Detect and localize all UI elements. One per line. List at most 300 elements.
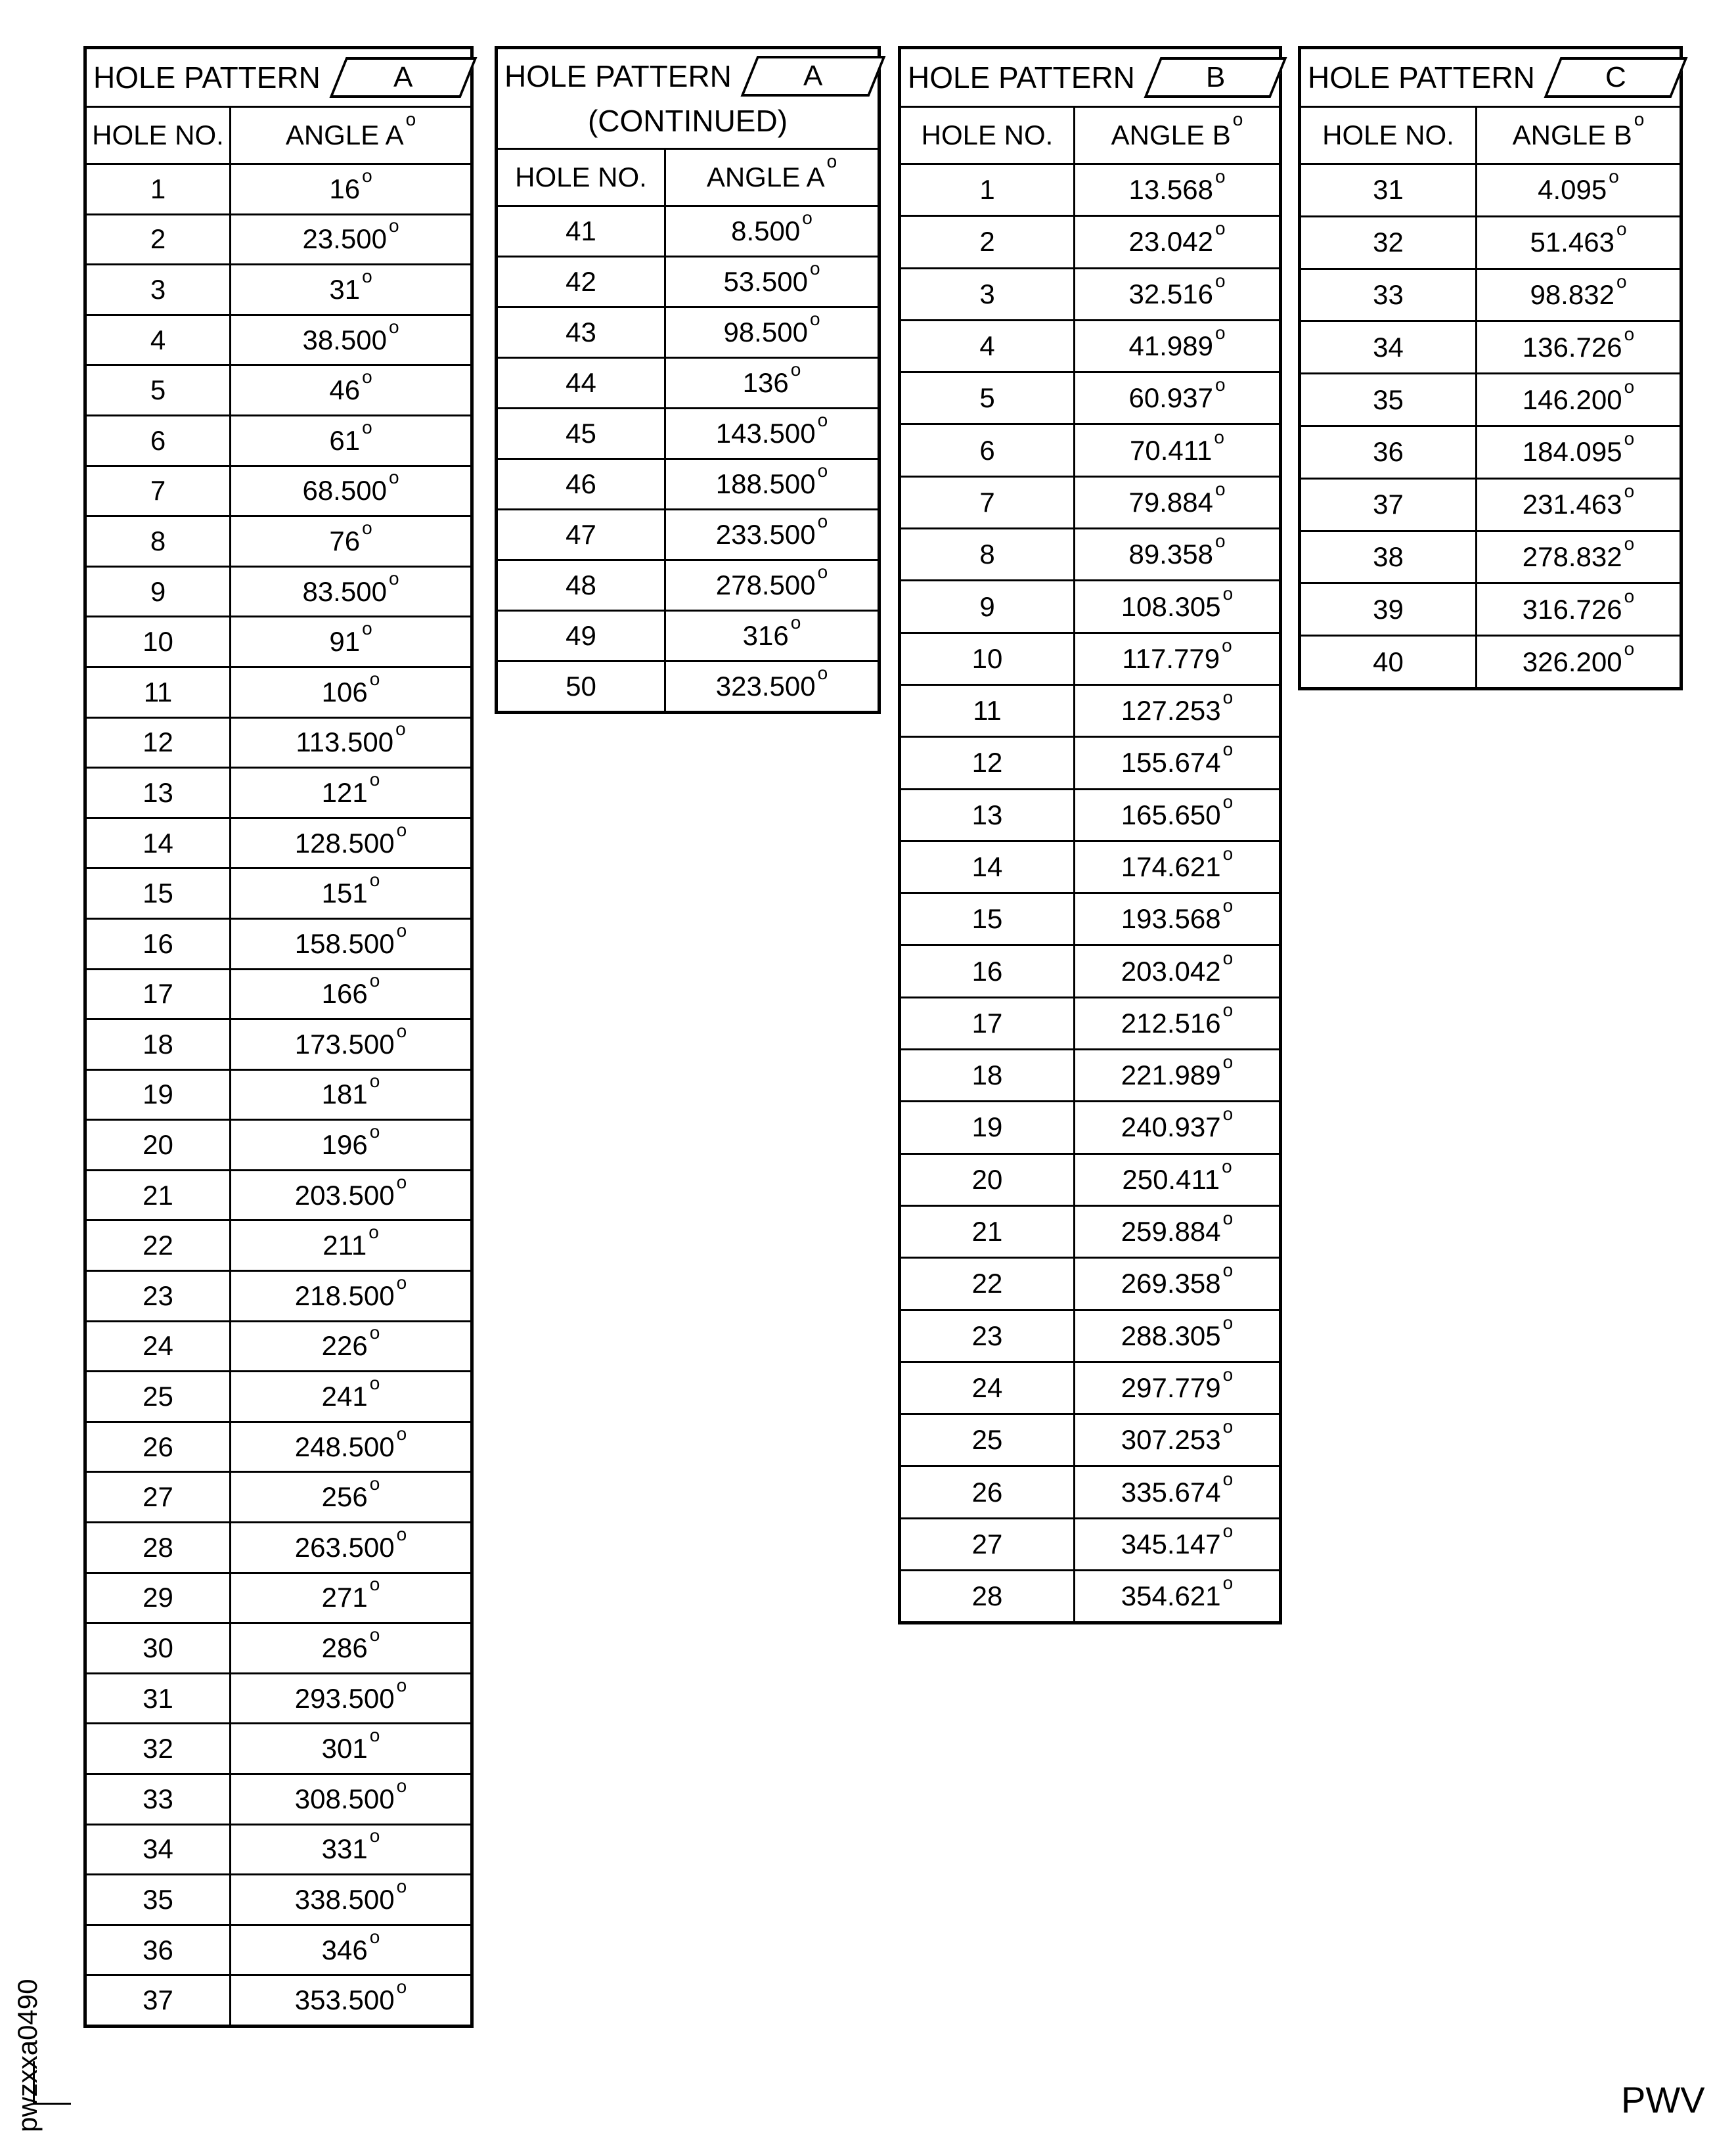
- hole-no-cell: [1301, 374, 1477, 425]
- angle-cell: [231, 1724, 470, 1773]
- table-row: [901, 527, 1279, 579]
- degree-symbol: o: [369, 1574, 380, 1595]
- degree-symbol: o: [1222, 739, 1234, 760]
- angle-cell: [231, 1976, 470, 2025]
- degree-symbol: o: [369, 1473, 380, 1494]
- degree-symbol: o: [1616, 271, 1627, 292]
- table-row: [87, 364, 470, 414]
- degree-symbol: o: [396, 1674, 407, 1695]
- angle-value: 8.500: [731, 215, 801, 246]
- angle-value: 70.411: [1130, 434, 1213, 466]
- table-row: [87, 1924, 470, 1975]
- column-header-row: [1301, 106, 1680, 163]
- angle-cell: [1075, 1207, 1279, 1257]
- table-row: [498, 407, 878, 458]
- angle-value: 106: [321, 676, 368, 707]
- hole-no-cell: [1301, 322, 1477, 372]
- angle-value: 108.305: [1121, 591, 1221, 622]
- hole-no-value: 28: [971, 1580, 1003, 1612]
- hole-no-cell: [498, 207, 666, 256]
- angle-cell: [1075, 842, 1279, 892]
- table-row: [901, 997, 1279, 1048]
- hole-no-value: 32: [1373, 227, 1404, 258]
- table-row: [87, 1521, 470, 1572]
- table-row: [87, 918, 470, 968]
- angle-value: 316: [742, 620, 789, 651]
- angle-value: 307.253: [1121, 1424, 1221, 1456]
- hole-no-value: 36: [1373, 436, 1404, 468]
- hole-no-value: 31: [1373, 174, 1404, 206]
- hole-no-value: 46: [566, 468, 596, 499]
- degree-symbol: o: [396, 1977, 407, 1998]
- hole-no-value: 34: [143, 1833, 173, 1865]
- table-row: [1301, 215, 1680, 268]
- angle-cell: [1075, 1571, 1279, 1621]
- hole-no-value: 20: [971, 1163, 1003, 1195]
- hole-no-value: 38: [1373, 541, 1404, 572]
- hole-no-cell: [901, 1519, 1075, 1569]
- table-row: [901, 1517, 1279, 1569]
- hole-no-value: 5: [150, 374, 166, 406]
- degree-symbol: o: [1624, 376, 1635, 397]
- angle-value: 203.042: [1121, 955, 1221, 987]
- hole-no-value: 44: [566, 367, 596, 398]
- angle-value: 53.500: [723, 266, 808, 297]
- angle-value: 165.650: [1121, 799, 1221, 830]
- table-row: [901, 788, 1279, 840]
- angle-value: 31: [329, 273, 361, 305]
- angle-cell: [666, 308, 878, 357]
- hole-no-cell: [901, 1311, 1075, 1361]
- table-row: [901, 1048, 1279, 1100]
- degree-symbol: o: [1624, 638, 1635, 659]
- hole-no-cell: [87, 416, 231, 465]
- hole-no-value: 20: [143, 1129, 173, 1161]
- page-code: PWV: [1621, 2079, 1705, 2120]
- hole-no-cell: [901, 946, 1075, 996]
- hole-no-cell: [1301, 532, 1477, 583]
- hole-no-value: 21: [143, 1179, 173, 1211]
- table-row: [498, 205, 878, 256]
- hole-no-cell: [87, 1423, 231, 1471]
- degree-symbol: o: [817, 410, 828, 430]
- angle-value: 136: [742, 367, 789, 398]
- angle-value: 117.779: [1122, 642, 1220, 674]
- degree-symbol: o: [396, 1171, 407, 1192]
- table-row: [1301, 320, 1680, 372]
- table-row: [901, 371, 1279, 423]
- angle-value: 278.832: [1522, 541, 1622, 572]
- angle-cell: [1075, 1363, 1279, 1413]
- angle-value: 346: [321, 1934, 368, 1965]
- degree-symbol: o: [802, 208, 812, 228]
- flag-note-symbol: [1144, 57, 1287, 98]
- table-row: [87, 566, 470, 616]
- angle-cell: [231, 265, 470, 314]
- hole-no-cell: [901, 478, 1075, 527]
- angle-cell: [1477, 374, 1680, 425]
- hole-no-value: 35: [1373, 384, 1404, 415]
- angle-cell: [231, 1272, 470, 1320]
- angle-cell: [231, 1322, 470, 1371]
- angle-value: 151: [321, 878, 368, 909]
- hole-no-value: 7: [979, 486, 995, 518]
- hole-no-cell: [901, 269, 1075, 319]
- degree-symbol: o: [1214, 478, 1226, 499]
- angle-value: 250.411: [1122, 1163, 1220, 1195]
- angle-cell: [1075, 1415, 1279, 1465]
- degree-symbol: o: [388, 215, 399, 236]
- angle-cell: [1075, 321, 1279, 371]
- degree-symbol: o: [369, 1725, 380, 1746]
- hole-no-value: 16: [143, 928, 173, 959]
- degree-symbol: o: [1624, 428, 1635, 449]
- column-header-row: [498, 148, 878, 205]
- angle-cell: [231, 769, 470, 817]
- table-row: [901, 1569, 1279, 1621]
- angle-value: 143.500: [715, 418, 816, 449]
- table-row: [901, 579, 1279, 631]
- hole-no-cell: [87, 265, 231, 314]
- hole-no-value: 16: [971, 955, 1003, 987]
- table-row: [87, 213, 470, 264]
- angle-cell: [231, 416, 470, 465]
- angle-value: 196: [321, 1129, 368, 1161]
- table-row: [87, 1471, 470, 1521]
- angle-value: 158.500: [294, 928, 395, 959]
- hole-no-cell: [87, 1121, 231, 1169]
- angle-value: 335.674: [1121, 1476, 1221, 1508]
- angle-value: 113.500: [296, 727, 394, 758]
- table-row: [901, 632, 1279, 684]
- table-row: [498, 458, 878, 508]
- degree-symbol: o: [369, 1624, 380, 1646]
- angle-cell: [1075, 269, 1279, 319]
- table-row: [901, 1100, 1279, 1152]
- angle-cell: [1075, 1050, 1279, 1100]
- angle-cell: [231, 719, 470, 767]
- hole-no-value: 7: [150, 475, 166, 506]
- hole-no-value: 11: [143, 676, 173, 707]
- angle-value: 60.937: [1128, 382, 1213, 414]
- degree-symbol: o: [362, 265, 372, 286]
- angle-value: 155.674: [1121, 747, 1221, 778]
- column-header-row: [901, 106, 1279, 163]
- table-row: [87, 314, 470, 365]
- hole-no-value: 37: [143, 1984, 173, 2016]
- angle-value: 121: [321, 776, 368, 808]
- angle-cell: [231, 1775, 470, 1824]
- table-title-row: [1301, 49, 1680, 106]
- table-title-row: [87, 49, 470, 106]
- angle-value: 193.568: [1121, 903, 1221, 935]
- hole-no-cell: [901, 738, 1075, 788]
- hole-no-value: 24: [971, 1372, 1003, 1403]
- hole-no-cell: [901, 894, 1075, 944]
- table-row: [498, 559, 878, 610]
- angle-value: 51.463: [1530, 227, 1614, 258]
- hole-no-cell: [87, 1875, 231, 1924]
- hole-no-value: 17: [971, 1007, 1003, 1039]
- table-row: [1301, 425, 1680, 478]
- table-row: [901, 944, 1279, 996]
- hole-no-header-cell: [498, 150, 666, 205]
- hole-no-cell: [87, 970, 231, 1019]
- degree-symbol: o: [1222, 1468, 1234, 1489]
- hole-no-cell: [87, 165, 231, 213]
- degree-symbol: o: [396, 1523, 407, 1544]
- table-row: [87, 1018, 470, 1069]
- hole-no-value: 39: [1373, 593, 1404, 625]
- degree-symbol: o: [396, 1775, 407, 1796]
- degree-symbol: o: [388, 568, 399, 589]
- angle-value: 203.500: [294, 1179, 395, 1211]
- hole-no-value: 45: [566, 418, 596, 449]
- hole-no-cell: [901, 1467, 1075, 1517]
- hole-no-value: 43: [566, 317, 596, 347]
- hole-no-cell: [498, 258, 666, 306]
- angle-value: 136.726: [1522, 331, 1622, 363]
- degree-symbol: o: [826, 151, 837, 171]
- angle-cell: [1075, 165, 1279, 215]
- angle-value: 46: [329, 374, 361, 406]
- hole-no-value: 22: [971, 1268, 1003, 1299]
- hole-no-value: 29: [143, 1582, 173, 1613]
- degree-symbol: o: [1222, 1573, 1234, 1594]
- table-row: [87, 1773, 470, 1824]
- hole-no-cell: [87, 1322, 231, 1371]
- hole-no-value: 48: [566, 570, 596, 600]
- degree-symbol: o: [1624, 585, 1635, 606]
- hole-no-value: 5: [979, 382, 995, 414]
- hole-no-value: 21: [971, 1216, 1003, 1247]
- table-row: [1301, 268, 1680, 321]
- hole-no-value: 9: [979, 591, 995, 622]
- angle-header-label: ANGLE B: [1111, 120, 1231, 150]
- hole-no-value: 15: [971, 903, 1003, 935]
- hole-no-cell: [498, 308, 666, 357]
- angle-cell: [231, 316, 470, 365]
- angle-cell: [1477, 217, 1680, 268]
- table-row: [87, 666, 470, 717]
- angle-value: 345.147: [1121, 1528, 1221, 1559]
- hole-no-value: 30: [143, 1632, 173, 1664]
- angle-cell: [1075, 946, 1279, 996]
- degree-symbol: o: [1222, 1364, 1234, 1385]
- angle-cell: [1075, 217, 1279, 267]
- degree-symbol: o: [396, 1272, 407, 1293]
- hole-no-cell: [901, 425, 1075, 475]
- angle-value: 331: [321, 1833, 368, 1865]
- angle-value: 188.500: [715, 468, 816, 499]
- angle-value: 269.358: [1121, 1268, 1221, 1299]
- table-row: [87, 1119, 470, 1169]
- hole-no-cell: [498, 409, 666, 458]
- table-row: [87, 1421, 470, 1471]
- angle-value: 89.358: [1128, 539, 1213, 570]
- table-row: [87, 1169, 470, 1220]
- degree-symbol: o: [1214, 374, 1226, 395]
- hole-no-cell: [901, 634, 1075, 684]
- hole-no-value: 22: [143, 1230, 173, 1261]
- hole-no-value: 4: [979, 330, 995, 362]
- angle-cell: [1075, 1155, 1279, 1205]
- angle-cell: [231, 1121, 470, 1169]
- hole-no-cell: [87, 819, 231, 868]
- degree-symbol: o: [809, 258, 820, 279]
- hole-no-value: 11: [973, 695, 1002, 727]
- hole-no-value: 33: [1373, 279, 1404, 310]
- degree-symbol: o: [1624, 323, 1635, 344]
- hole-no-cell: [901, 686, 1075, 736]
- table-row: [498, 357, 878, 407]
- angle-cell: [231, 617, 470, 666]
- angle-cell: [231, 1926, 470, 1975]
- table-row: [901, 1413, 1279, 1465]
- table-row: [1301, 163, 1680, 215]
- angle-cell: [1075, 686, 1279, 736]
- degree-symbol: o: [1222, 687, 1234, 708]
- angle-value: 98.832: [1530, 279, 1614, 310]
- hole-no-cell: [901, 1207, 1075, 1257]
- hole-no-value: 49: [566, 620, 596, 651]
- hole-no-value: 10: [143, 626, 173, 658]
- hole-no-cell: [1301, 427, 1477, 478]
- angle-cell: [231, 215, 470, 264]
- table-row: [901, 736, 1279, 788]
- table-row: [87, 1270, 470, 1320]
- degree-symbol: o: [1214, 531, 1226, 552]
- degree-symbol: o: [1616, 219, 1627, 240]
- hole-no-value: 18: [143, 1028, 173, 1060]
- hole-no-value: 33: [143, 1783, 173, 1814]
- angle-cell: [1075, 373, 1279, 423]
- angle-value: 308.500: [294, 1783, 395, 1814]
- hole-no-value: 10: [971, 642, 1003, 674]
- hole-no-cell: [1301, 270, 1477, 321]
- table-row: [498, 306, 878, 357]
- angle-cell: [231, 970, 470, 1019]
- angle-cell: [1075, 478, 1279, 527]
- table-row: [87, 1622, 470, 1672]
- angle-cell: [231, 1071, 470, 1119]
- angle-header-label: ANGLE B: [1512, 120, 1632, 150]
- hole-no-cell: [87, 1372, 231, 1421]
- angle-value: 16: [329, 173, 361, 204]
- hole-no-cell: [87, 1926, 231, 1975]
- angle-value: 293.500: [294, 1682, 395, 1714]
- angle-value: 226: [321, 1330, 368, 1362]
- degree-symbol: o: [405, 109, 416, 129]
- degree-symbol: o: [1214, 270, 1226, 291]
- angle-cell: [1075, 634, 1279, 684]
- degree-symbol: o: [1609, 166, 1619, 187]
- angle-value: 288.305: [1121, 1320, 1221, 1351]
- flag-note-letter: A: [393, 61, 413, 93]
- angle-value: 263.500: [294, 1531, 395, 1563]
- hole-no-value: 2: [150, 223, 166, 255]
- angle-cell: [1477, 165, 1680, 215]
- hole-no-header-label: HOLE NO.: [515, 162, 647, 192]
- degree-symbol: o: [1214, 426, 1224, 447]
- angle-value: 326.200: [1522, 646, 1622, 677]
- table-row: [87, 616, 470, 666]
- angle-value: 41.989: [1128, 330, 1213, 362]
- hole-no-cell: [901, 529, 1075, 579]
- table-title: HOLE PATTERN: [93, 60, 321, 95]
- degree-symbol: o: [1222, 1052, 1234, 1073]
- table-row: [1301, 635, 1680, 687]
- degree-symbol: o: [1222, 1155, 1232, 1176]
- hole-no-cell: [901, 1259, 1075, 1309]
- angle-cell: [231, 819, 470, 868]
- hole-no-value: 26: [971, 1476, 1003, 1508]
- hole-no-cell: [498, 359, 666, 407]
- angle-cell: [1477, 322, 1680, 372]
- hole-no-cell: [901, 998, 1075, 1048]
- angle-cell: [1477, 270, 1680, 321]
- hole-no-cell: [87, 617, 231, 666]
- degree-symbol: o: [1222, 583, 1234, 604]
- degree-symbol: o: [1624, 481, 1635, 502]
- hole-no-header-cell: [87, 108, 231, 163]
- hole-no-cell: [87, 215, 231, 264]
- table-row: [901, 840, 1279, 892]
- table-title: HOLE PATTERN: [504, 59, 732, 93]
- angle-value: 146.200: [1522, 384, 1622, 415]
- angle-cell: [666, 258, 878, 306]
- hole-pattern-table-b: [898, 46, 1282, 1624]
- hole-no-cell: [498, 561, 666, 610]
- degree-symbol: o: [369, 668, 380, 689]
- hole-no-cell: [87, 1221, 231, 1270]
- hole-no-cell: [901, 321, 1075, 371]
- table-row: [87, 1873, 470, 1924]
- hole-no-cell: [87, 1624, 231, 1672]
- table-row: [901, 1153, 1279, 1205]
- angle-cell: [231, 366, 470, 414]
- hole-no-cell: [901, 165, 1075, 215]
- table-title: HOLE PATTERN: [1308, 60, 1535, 95]
- angle-value: 212.516: [1121, 1007, 1221, 1039]
- hole-no-cell: [901, 1415, 1075, 1465]
- angle-cell: [1075, 581, 1279, 631]
- table-row: [901, 319, 1279, 371]
- angle-cell: [231, 165, 470, 213]
- degree-symbol: o: [396, 1423, 407, 1444]
- degree-symbol: o: [369, 1373, 380, 1394]
- hole-no-cell: [1301, 217, 1477, 268]
- angle-cell: [1477, 532, 1680, 583]
- hole-no-value: 19: [971, 1111, 1003, 1143]
- degree-symbol: o: [362, 618, 372, 639]
- degree-symbol: o: [396, 920, 407, 941]
- hole-no-value: 23: [143, 1280, 173, 1311]
- hole-no-cell: [87, 1523, 231, 1572]
- hole-no-value: 15: [143, 878, 173, 909]
- angle-cell: [231, 1372, 470, 1421]
- angle-value: 240.937: [1121, 1111, 1221, 1143]
- hole-no-cell: [87, 869, 231, 918]
- hole-no-value: 18: [971, 1060, 1003, 1091]
- hole-no-cell: [901, 790, 1075, 840]
- hole-no-value: 4: [150, 324, 166, 355]
- hole-no-cell: [901, 1571, 1075, 1621]
- hole-no-value: 24: [143, 1330, 173, 1362]
- angle-value: 316.726: [1522, 593, 1622, 625]
- angle-cell: [231, 517, 470, 566]
- table-row: [901, 1309, 1279, 1361]
